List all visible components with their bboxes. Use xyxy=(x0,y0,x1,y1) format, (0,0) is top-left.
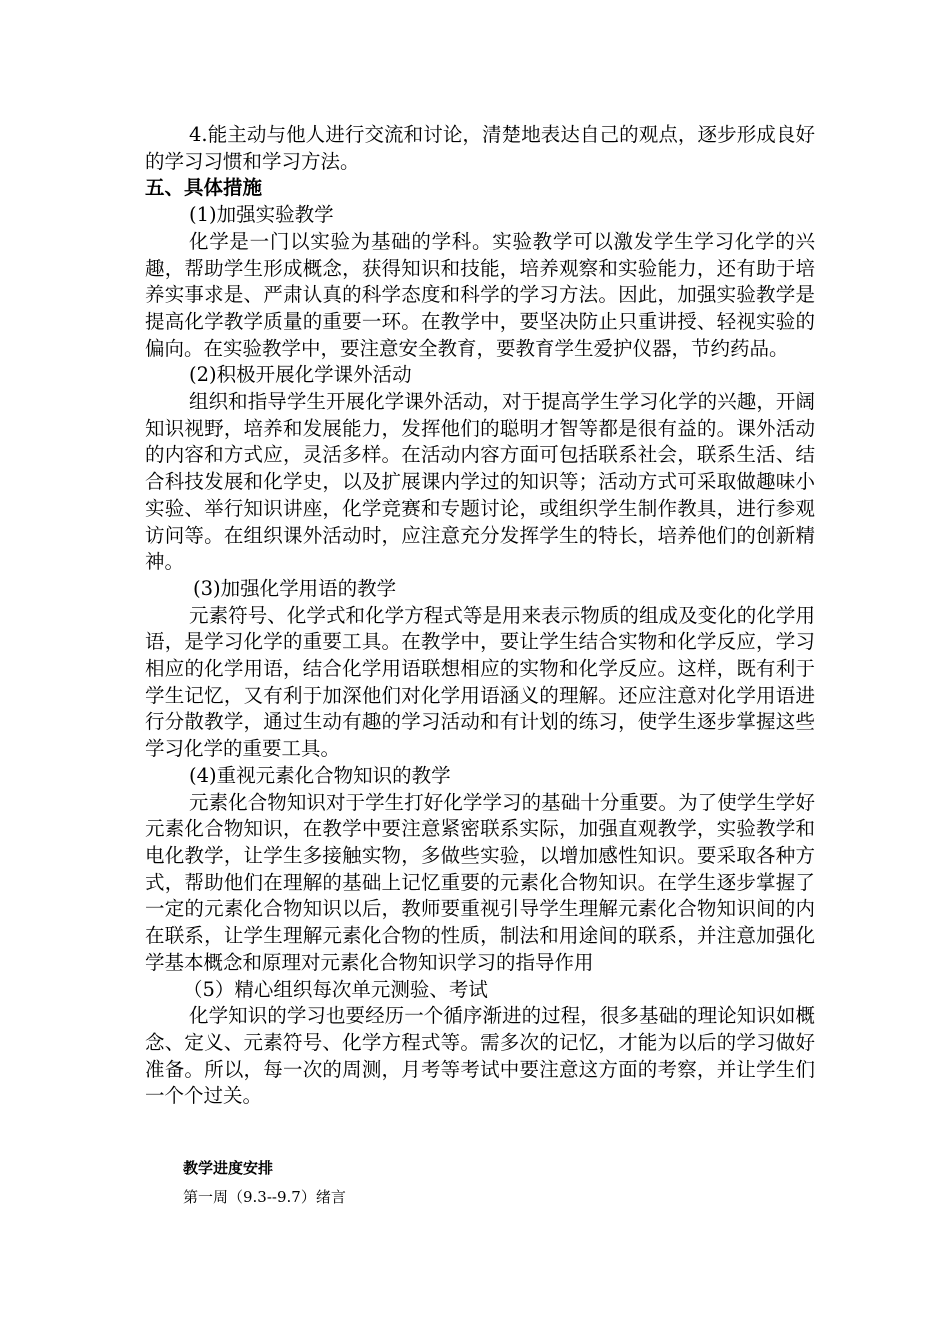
schedule-week-1: 第一周（9.3--9.7）绪言 xyxy=(183,1188,346,1206)
measure-heading-1: (1)加强实验教学 xyxy=(189,203,334,227)
measure-heading-3: (3)加强化学用语的教学 xyxy=(193,576,397,600)
measure-body-1: 化学是一门以实验为基础的学科。实验教学可以激发学生学习化学的兴趣，帮助学生形成概念，获得知识和技能，培养观察和实验能力，还有助于培养实事求是、严肃认真的科学态度和科学的学习方法。因此，加强实验教学是提高化学教学质量的重要一环。在教学中，要坚决防止只重讲授、轻视实验的偏向。在实验教学中，要注意安全教育，要教育学生爱护仪器，节约药品。 xyxy=(145,229,815,360)
measure-body-2: 组织和指导学生开展化学课外活动，对于提高学生学习化学的兴趣，开阔知识视野，培养和发展能力，发挥他们的聪明才智等都是很有益的。课外活动的内容和方式应，灵活多样。在活动内容方面可包括联系社会，联系生活、结合科技发展和化学史，以及扩展课内学过的知识等；活动方式可采取做趣味小实验、举行知识讲座，化学竞赛和专题讨论，或组织学生制作教具，进行参观访问等。在组织课外活动时，应注意充分发挥学生的特长，培养他们的创新精神。 xyxy=(145,390,815,574)
measure-heading-2: (2)积极开展化学课外活动 xyxy=(189,363,412,387)
measure-body-3: 元素符号、化学式和化学方程式等是用来表示物质的组成及变化的化学用语，是学习化学的重要工具。在教学中，要让学生结合实物和化学反应，学习相应的化学用语，结合化学用语联想相应的实物和化学反应。这样，既有利于学生记忆，又有利于加深他们对化学用语涵义的理解。还应注意对化学用语进行分散教学，通过生动有趣的学习活动和有计划的练习，使学生逐步掌握这些学习化学的重要工具。 xyxy=(145,603,815,761)
schedule-title: 教学进度安排 xyxy=(183,1159,274,1177)
document-body xyxy=(145,122,815,1110)
section-title-measures: 五、具体措施 xyxy=(145,176,263,200)
measure-body-5: 化学知识的学习也要经历一个循序渐进的过程，很多基础的理论知识如概念、定义、元素符号、化学方程式等。需多次的记忆，才能为以后的学习做好准备。所以，每一次的周测，月考等考试中要注意这方面的考察，并让学生们一个个过关。 xyxy=(145,1004,815,1108)
measure-heading-4: (4)重视元素化合物知识的教学 xyxy=(189,763,451,787)
measure-heading-5: （5）精心组织每次单元测验、考试 xyxy=(183,977,488,1001)
goal-item-4: 4.能主动与他人进行交流和讨论，清楚地表达自己的观点，逐步形成良好的学习习惯和学习方法。 xyxy=(145,123,815,173)
measure-body-4: 元素化合物知识对于学生打好化学学习的基础十分重要。为了使学生学好元素化合物知识，在教学中要注意紧密联系实际，加强直观教学，实验教学和电化教学，让学生多接触实物，多做些实验，以增加感性知识。要采取各种方式，帮助他们在理解的基础上记忆重要的元素化合物知识。在学生逐步掌握了一定的元素化合物知识以后，教师要重视引导学生理解元素化合物知识间的内在联系，让学生理解元素化合物的性质，制法和用途间的联系，并注意加强化学基本概念和原理对元素化合物知识学习的指导作用 xyxy=(145,790,815,974)
